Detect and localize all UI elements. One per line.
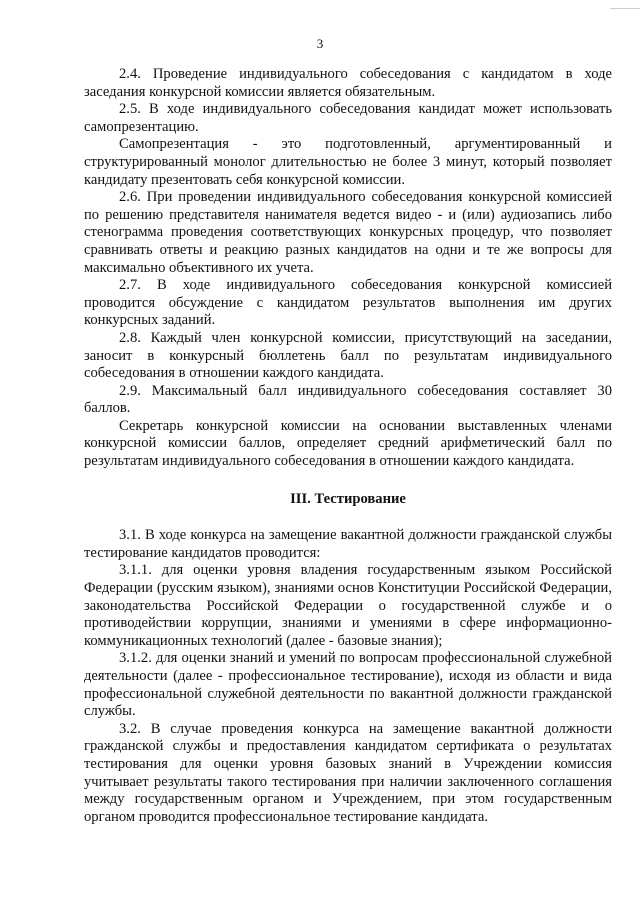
paragraph-3-1-1: 3.1.1. для оценки уровня владения государственным языком Российской Федерации (русским языком), знаниями основ Конституции Российской Федерации, законодательства Российской Федерации о государственной службе и о противодействии коррупции, знаниями и умениями в сфере информационно-коммуникационных технологий (далее - базовые знания); (84, 562, 612, 649)
corner-mark (610, 0, 640, 9)
page-number: 3 (316, 36, 324, 51)
paragraph-3-1: 3.1. В ходе конкурса на замещение вакантной должности гражданской службы тестирование кандидатов проводится: (84, 527, 612, 561)
paragraph-2-8: 2.8. Каждый член конкурсной комиссии, присутствующий на заседании, заносит в конкурсный бюллетень балл по результатам индивидуального собеседования в отношении каждого кандидата. (84, 329, 612, 382)
paragraph-2-5: 2.5. В ходе индивидуального собеседования кандидат может использовать самопрезентацию. (84, 101, 612, 135)
section-heading: III. Тестирование (290, 490, 406, 507)
paragraph-3-1-2: 3.1.2. для оценки знаний и умений по вопросам профессиональной служебной деятельности (далее - профессиональное тестирование), исходя из области и вида профессиональной служебной деятельности по вакантной должности гражданской службы. (84, 650, 612, 720)
paragraph-self-presentation: Самопрезентация - это подготовленный, аргументированный и структурированный монолог длительностью не более 3 минут, который позволяет кандидату презентовать себя конкурсной комиссии. (84, 136, 612, 188)
paragraph-2-9: 2.9. Максимальный балл индивидуального собеседования составляет 30 баллов. (84, 382, 612, 417)
paragraph-2-7: 2.7. В ходе индивидуального собеседования конкурсной комиссией проводится обсуждение с кандидатом результатов выполнения им других конкурсных заданий. (84, 277, 612, 329)
paragraph-2-6: 2.6. При проведении индивидуального собеседования конкурсной комиссией по решению представителя нанимателя ведется видео - и (или) аудиозапись либо стенограмма проведения соответствующих конкурсных процедур, что позволяет сравнивать ответы и реакцию разных кандидатов на одни и те же вопросы для максимально объективного их учета. (84, 189, 612, 276)
paragraph-secretary: Секретарь конкурсной комиссии на основании выставленных членами конкурсной комиссии баллов, определяет средний арифметический балл по результатам индивидуального собеседования в отношении каждого кандидата. (84, 417, 612, 470)
paragraph-2-4: 2.4. Проведение индивидуального собеседования с кандидатом в ходе заседания конкурсной комиссии является обязательным. (84, 66, 612, 100)
paragraph-3-2: 3.2. В случае проведения конкурса на замещение вакантной должности гражданской службы и предоставления кандидатом сертификата о результатах тестирования для оценки уровня базовых знаний в Учреждении комиссия учитывает результаты такого тестирования при наличии заключенного соглашения между государственным органом и Учреждением, при этом государственным органом проводится профессиональное тестирование кандидата. (84, 720, 612, 825)
document-body (84, 66, 612, 826)
